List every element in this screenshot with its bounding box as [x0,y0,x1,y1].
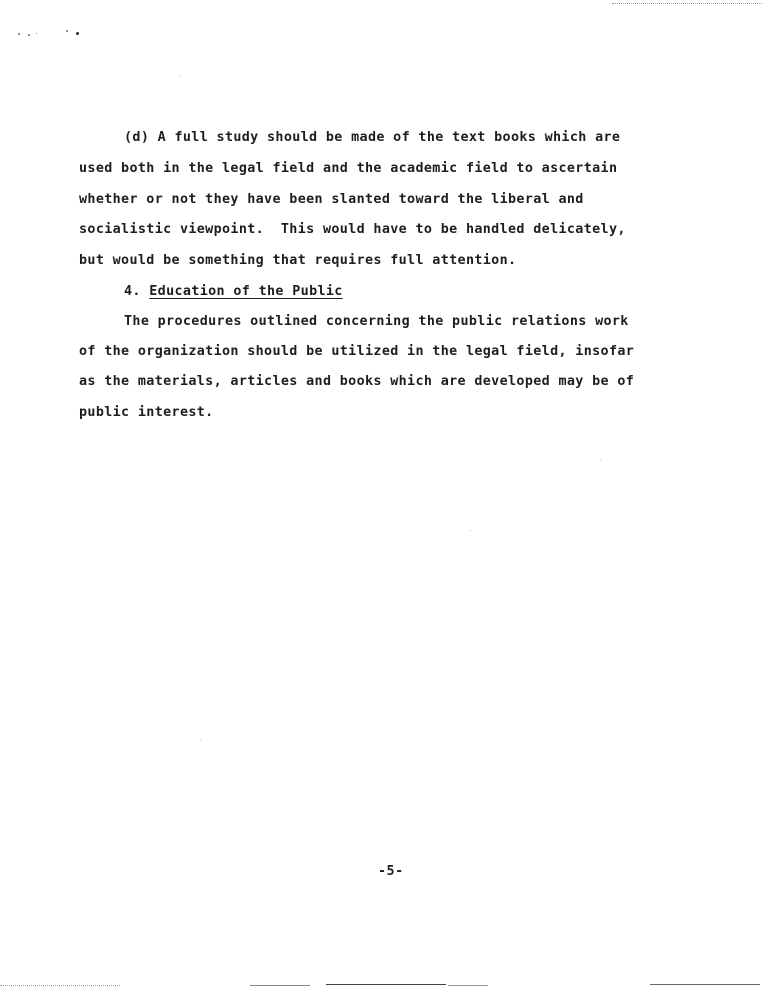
section-number: 4. [124,284,141,299]
section-title: Education of the Public [149,284,343,299]
page-number: -5- [378,864,404,879]
paragraph-d-line-3: whether or not they have been slanted toward the liberal and [79,192,584,207]
section-heading [124,283,343,301]
paragraph-public-line-2: of the organization should be utilized in the legal field, insofar [79,344,635,359]
paragraph-public-line-1: The procedures outlined concerning the public relations work [124,314,629,329]
paragraph-public-line-4: public interest. [79,405,214,420]
paragraph-d-line-1: (d) A full study should be made of the text books which are [124,130,621,145]
paragraph-d-line-4: socialistic viewpoint. This would have to be handled delicately, [79,222,626,237]
paragraph-public-line-3: as the materials, articles and books which are developed may be of [79,374,635,389]
paragraph-d-line-5: but would be something that requires full attention. [79,253,517,268]
paragraph-d-line-2: used both in the legal field and the academic field to ascertain [79,161,618,176]
